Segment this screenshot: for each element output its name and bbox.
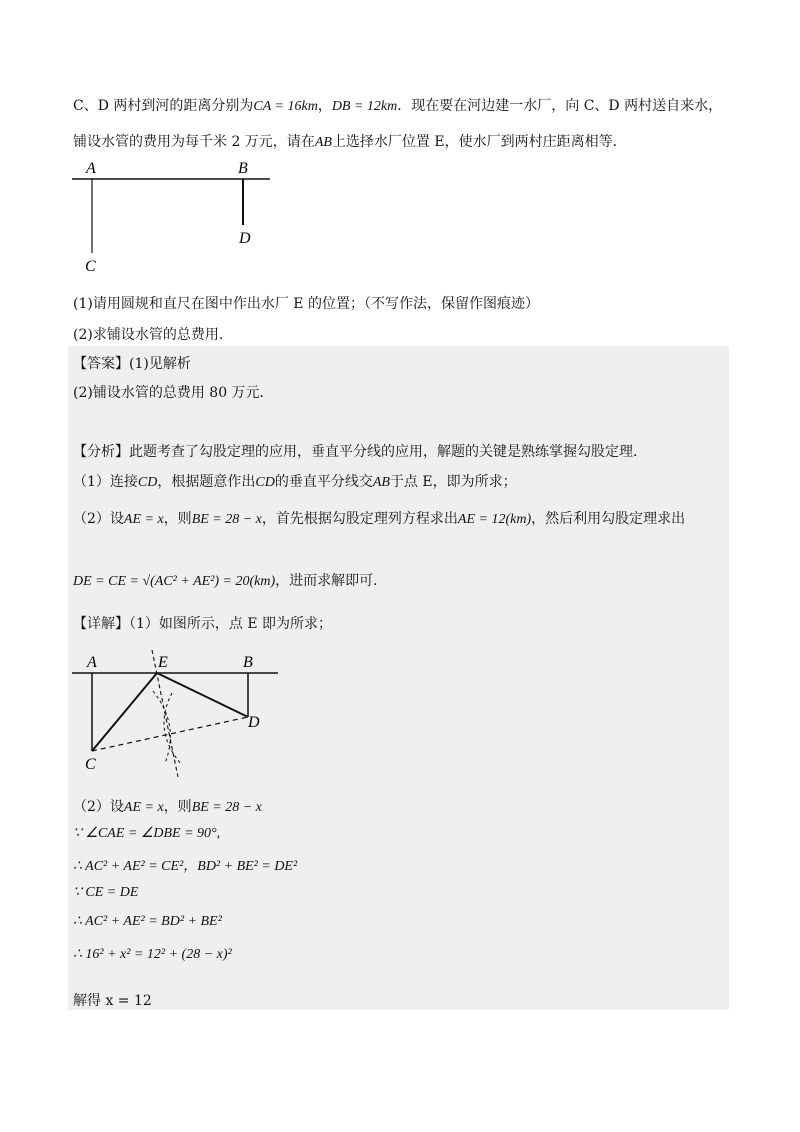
detail-text: （2）设 (73, 799, 124, 815)
therefore-line-3: ∴ 16² + x² = 12² + (28 − x)² (73, 947, 232, 962)
label-a: A (86, 160, 96, 177)
problem-text: ．现在要在河边建一水厂，向 C、D 两村送自来水， (397, 98, 723, 114)
analysis-text: ，首先根据勾股定理列方程求出 (261, 511, 458, 527)
label-b: B (243, 654, 253, 671)
analysis-text: （2）设 (73, 511, 124, 527)
analysis-step-3 (73, 570, 387, 590)
ca-formula: CA = 16km (253, 99, 318, 114)
answer-label: 【答案】(1)见解析 (73, 356, 191, 372)
figure-2 (60, 645, 300, 785)
label-e: E (158, 654, 168, 671)
because-line-1: ∵ ∠CAE = ∠DBE = 90°, (73, 826, 221, 841)
answer-line-2: (2)铺设水管的总费用 80 万元． (73, 385, 274, 401)
problem-text: C、D 两村到河的距离分别为 (73, 98, 254, 114)
be-formula: BE = 28 − x (191, 512, 262, 527)
detail-text: ，则 (163, 799, 192, 815)
analysis-text: 于点 E，即为所求； (389, 474, 517, 490)
therefore-line-1: ∴ AC² + AE² = CE²，BD² + BE² = DE² (73, 859, 298, 874)
analysis-step-2 (73, 508, 685, 528)
ae-formula: AE = x (123, 512, 164, 527)
therefore-line-2: ∴ AC² + AE² = BD² + BE² (73, 914, 222, 929)
label-d: D (248, 714, 260, 731)
because-line-2: ∵ CE = DE (73, 885, 139, 900)
solve-line: 解得 x = 12 (73, 993, 152, 1009)
analysis-text: ，然后利用勾股定理求出 (531, 511, 686, 527)
label-a: A (87, 654, 97, 671)
analysis-text: ，则 (163, 511, 192, 527)
analysis-text: ，进而求解即可． (275, 573, 388, 589)
detail-label: 【详解】（1）如图所示，点 E 即为所求； (73, 616, 333, 632)
cd-formula: CD (255, 475, 275, 490)
analysis-text: （1）连接 (73, 474, 138, 490)
be-formula: BE = 28 − x (191, 800, 262, 815)
de-ce-formula: DE = CE = √(AC² + AE²) = 20(km) (73, 574, 276, 589)
problem-line-1: C、D 两村到河的距离分别为CA = 16km，DB = 12km．现在要在河边建一水厂，向 C、D 两村送自来水， (73, 98, 723, 114)
analysis-step-1 (73, 471, 517, 491)
problem-text: 铺设水管的费用为每千米 2 万元，请在 (73, 134, 315, 150)
analysis-text: ，根据题意作出 (157, 474, 256, 490)
analysis-line-1: 【分析】此题考查了勾股定理的应用，垂直平分线的应用，解题的关键是熟练掌握勾股定理． (73, 444, 647, 460)
question-1: (1)请用圆规和直尺在图中作出水厂 E 的位置；（不写作法，保留作图痕迹） (73, 296, 539, 312)
ae-value-formula: AE = 12(km) (457, 512, 532, 527)
problem-text: 上选择水厂位置 E，使水厂到两村庄距离相等． (331, 134, 627, 150)
ab-formula: AB (372, 475, 390, 490)
ae-formula: AE = x (123, 800, 164, 815)
label-b: B (238, 160, 248, 177)
db-formula: DB = 12km (331, 99, 398, 114)
label-d: D (239, 230, 251, 247)
cd-formula: CD (137, 475, 158, 490)
ab-formula: AB (314, 135, 332, 150)
analysis-text: 的垂直平分线交 (274, 474, 373, 490)
detail-step-2 (73, 796, 262, 816)
label-c: C (85, 756, 96, 773)
question-2: (2)求铺设水管的总费用． (73, 327, 233, 343)
figure-1 (60, 155, 290, 280)
label-c: C (85, 258, 96, 275)
problem-line-2 (73, 131, 627, 151)
